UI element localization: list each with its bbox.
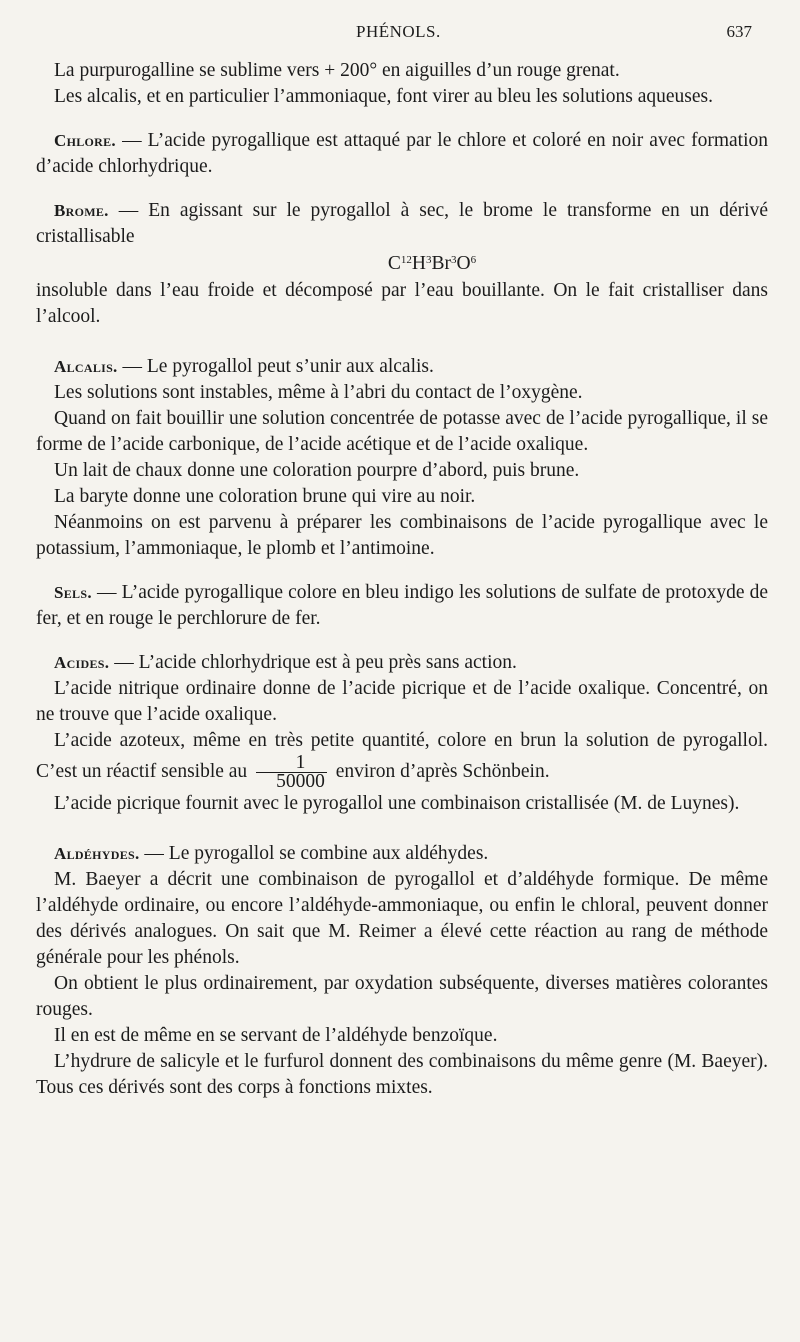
acides-text: — L’acide chlorhydrique est à peu près sans action. <box>109 652 517 673</box>
section-aldehydes <box>36 841 768 867</box>
aldehydes-text: — Le pyrogallol se combine aux aldéhydes. <box>139 843 489 864</box>
brome-text: — En agissant sur le pyrogallol à sec, le brome le transforme en un dérivé cristallisable <box>36 200 768 247</box>
section-chlore <box>36 128 768 180</box>
section-label-chlore: Chlore. <box>54 131 116 150</box>
acides-paragraph-1: L’acide nitrique ordinaire donne de l’acide picrique et de l’acide oxalique. Concentré, on ne trouve que l’acide oxalique. <box>36 678 768 725</box>
section-sels <box>36 580 768 632</box>
intro-paragraph-2: Les alcalis, et en particulier l’ammoniaque, font virer au bleu les solutions aqueuses. <box>54 86 714 107</box>
aldehydes-paragraph-1: M. Baeyer a décrit une combinaison de pyrogallol et d’aldéhyde formique. De même l’aldéhyde ordinaire, ou encore l’aldéhyde-ammoniaque, ou enfin le chloral, peuvent donner des dérivés analogues. On sait que M. Reimer a élevé cette réaction au rang de méthode générale pour les phénols. <box>36 869 768 968</box>
acides-paragraph-2: L’acide azoteux, même en très petite quantité, colore en brun la solution de pyrogallol. C’est un réactif sensible au $\frac{1}{50000}$ environ d’après Schönbein. <box>36 730 768 792</box>
alcalis-paragraph-3: Un lait de chaux donne une coloration pourpre d’abord, puis brune. <box>54 460 580 481</box>
section-label-acides: Acides. <box>54 653 110 672</box>
section-label-alcalis: Alcalis. <box>54 357 118 376</box>
brome-after-text: insoluble dans l’eau froide et décomposé par l’eau bouillante. On le fait cristalliser dans l’alcool. <box>36 280 768 327</box>
section-brome <box>36 198 768 250</box>
alcalis-paragraph-5: Néanmoins on est parvenu à préparer les combinaisons de l’acide pyrogallique avec le potassium, l’ammoniaque, le plomb et l’antimoine. <box>36 512 768 559</box>
page-header <box>0 22 800 50</box>
section-acides <box>36 650 768 676</box>
alcalis-paragraph-1: Les solutions sont instables, même à l’abri du contact de l’oxygène. <box>54 382 583 403</box>
acides-paragraph-3: L’acide picrique fournit avec le pyrogallol une combinaison cristallisée (M. de Luynes). <box>54 793 740 814</box>
section-label-brome: Brome. <box>54 201 109 220</box>
brome-formula: $C^{12}H^3Br^3O^6$ <box>387 253 477 274</box>
aldehydes-paragraph-4: L’hydrure de salicyle et le furfurol donnent des combinaisons du même genre (M. Baeyer). Tous ces dérivés sont des corps à fonctions mixtes. <box>36 1051 768 1098</box>
chlore-text: — L’acide pyrogallique est attaqué par le chlore et coloré en noir avec formation d’acide chlorhydrique. <box>36 130 768 177</box>
alcalis-paragraph-4: La baryte donne une coloration brune qui vire au noir. <box>54 486 476 507</box>
aldehydes-paragraph-2: On obtient le plus ordinairement, par oxydation subséquente, diverses matières colorantes rouges. <box>36 973 768 1020</box>
page-number: 637 <box>726 22 752 41</box>
page-body <box>36 58 768 1101</box>
section-alcalis <box>36 354 768 380</box>
section-label-aldehydes: Aldéhydes. <box>54 844 140 863</box>
alcalis-text: — Le pyrogallol peut s’unir aux alcalis. <box>117 356 434 377</box>
section-label-sels: Sels. <box>54 583 92 602</box>
running-head: PHÉNOLS. <box>356 22 441 41</box>
alcalis-paragraph-2: Quand on fait bouillir une solution concentrée de potasse avec de l’acide pyrogallique, il se forme de l’acide carbonique, de l’acide acétique et de l’acide oxalique. <box>36 408 768 455</box>
intro-paragraph-1: La purpurogalline se sublime vers + 200° en aiguilles d’un rouge grenat. <box>54 60 620 81</box>
sels-text: — L’acide pyrogallique colore en bleu indigo les solutions de sulfate de protoxyde de fer, et en rouge le perchlorure de fer. <box>36 582 768 629</box>
aldehydes-paragraph-3: Il en est de même en se servant de l’aldéhyde benzoïque. <box>54 1025 498 1046</box>
fraction: $\frac{1}{50000}$ <box>256 754 327 791</box>
